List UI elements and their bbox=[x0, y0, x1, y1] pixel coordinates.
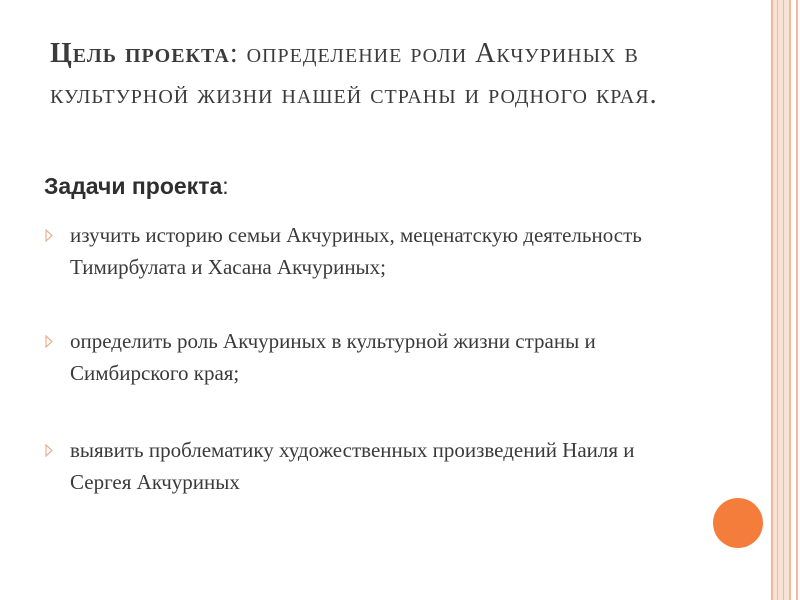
outline-diamond-bullet-icon bbox=[45, 229, 53, 242]
task-text: определить роль Акчуриных в культурной жизни страны и Симбирского края; bbox=[70, 329, 596, 385]
task-item bbox=[45, 434, 665, 498]
task-text: выявить проблематику художественных произведений Наиля и Сергея Акчуриных bbox=[70, 438, 635, 494]
tasks-heading-label: Задачи проекта bbox=[44, 173, 223, 199]
tasks-heading bbox=[44, 173, 229, 200]
orange-circle-decoration bbox=[713, 498, 763, 548]
task-text: изучить историю семьи Акчуриных, меценатскую деятельность Тимирбулата и Хасана Акчуриных; bbox=[70, 223, 642, 279]
slide-title bbox=[50, 33, 710, 115]
right-border-line bbox=[789, 0, 791, 600]
outline-diamond-bullet-icon bbox=[45, 444, 53, 457]
tasks-heading-colon: : bbox=[222, 173, 229, 199]
outline-diamond-bullet-icon bbox=[45, 335, 53, 348]
title-rest: : определение роли Акчуриных в культурной жизни нашей страны и родного края. bbox=[50, 38, 658, 110]
task-item bbox=[45, 325, 665, 389]
task-item bbox=[45, 219, 665, 283]
right-border-line bbox=[777, 0, 778, 600]
right-border-fill bbox=[772, 0, 790, 600]
right-border-line bbox=[796, 0, 798, 600]
title-bold: Цель проекта bbox=[50, 38, 230, 69]
right-border-line bbox=[783, 0, 784, 600]
right-border-line bbox=[771, 0, 773, 600]
